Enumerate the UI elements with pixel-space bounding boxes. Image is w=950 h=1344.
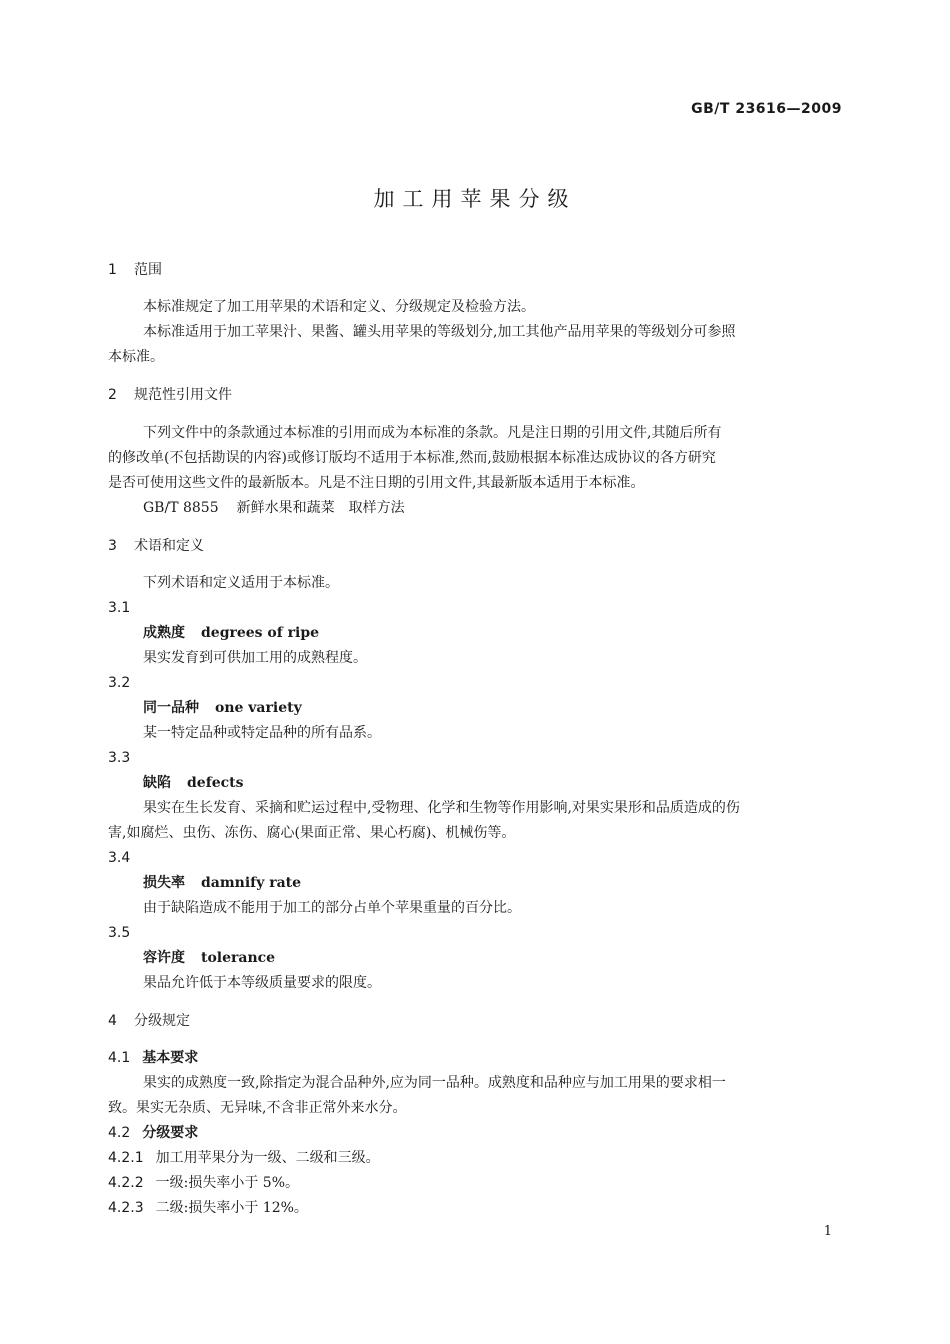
normative-reference: GB/T 8855 新鲜水果和蔬菜 取样方法 (143, 500, 405, 516)
term-definition: 某一特定品种或特定品种的所有品系。 (143, 725, 381, 741)
term-number: 3.5 (108, 925, 131, 941)
term-definition: 果实发育到可供加工用的成熟程度。 (143, 650, 367, 666)
term-definition: 果实在生长发育、采摘和贮运过程中,受物理、化学和生物等作用影响,对果实果形和品质造成的伤 (143, 800, 740, 816)
clause-item: 4.2.1 加工用苹果分为一级、二级和三级。 (108, 1150, 380, 1166)
term-heading: 损失率 damnify rate (143, 875, 302, 891)
subsection-4-1-heading: 4.1 基本要求 (108, 1050, 199, 1066)
term-number: 3.3 (108, 750, 131, 766)
section-2-paragraph: 的修改单(不包括勘误的内容)或修订版均不适用于本标准,然而,鼓励根据本标准达成协议的各方研究 (108, 450, 716, 466)
section-3-heading: 3 术语和定义 (108, 538, 204, 554)
term-definition: 果品允许低于本等级质量要求的限度。 (143, 975, 381, 991)
section-2-paragraph: 下列文件中的条款通过本标准的引用而成为本标准的条款。凡是注日期的引用文件,其随后所有 (143, 425, 722, 441)
term-number: 3.4 (108, 850, 131, 866)
standard-code: GB/T 23616—2009 (691, 101, 842, 117)
term-definition: 由于缺陷造成不能用于加工的部分占单个苹果重量的百分比。 (143, 900, 521, 916)
clause-item: 4.2.3 二级:损失率小于 12%。 (108, 1200, 308, 1216)
section-4-heading: 4 分级规定 (108, 1013, 190, 1029)
page-number: 1 (823, 1224, 832, 1239)
subsection-4-1-paragraph: 果实的成熟度一致,除指定为混合品种外,应为同一品种。成熟度和品种应与加工用果的要求相一 (143, 1075, 726, 1091)
subsection-4-1-paragraph: 致。果实无杂质、无异味,不含非正常外来水分。 (108, 1100, 407, 1116)
document-title: 加工用苹果分级 (373, 187, 577, 211)
clause-item: 4.2.2 一级:损失率小于 5%。 (108, 1175, 300, 1191)
section-1-paragraph: 本标准规定了加工用苹果的术语和定义、分级规定及检验方法。 (143, 299, 535, 315)
section-2-paragraph: 是否可使用这些文件的最新版本。凡是不注日期的引用文件,其最新版本适用于本标准。 (108, 475, 645, 491)
term-number: 3.2 (108, 675, 131, 691)
term-heading: 缺陷 defects (143, 775, 244, 791)
section-3-intro: 下列术语和定义适用于本标准。 (143, 575, 339, 591)
section-1-paragraph: 本标准适用于加工苹果汁、果酱、罐头用苹果的等级划分,加工其他产品用苹果的等级划分可参照 (143, 324, 736, 340)
term-number: 3.1 (108, 600, 131, 616)
section-2-heading: 2 规范性引用文件 (108, 387, 232, 403)
term-heading: 容许度 tolerance (143, 950, 276, 966)
section-1-paragraph: 本标准。 (108, 349, 164, 365)
term-definition: 害,如腐烂、虫伤、冻伤、腐心(果面正常、果心朽腐)、机械伤等。 (108, 825, 516, 841)
term-heading: 成熟度 degrees of ripe (143, 625, 320, 641)
subsection-4-2-heading: 4.2 分级要求 (108, 1125, 199, 1141)
term-heading: 同一品种 one variety (143, 700, 302, 716)
section-1-heading: 1 范围 (108, 262, 162, 278)
